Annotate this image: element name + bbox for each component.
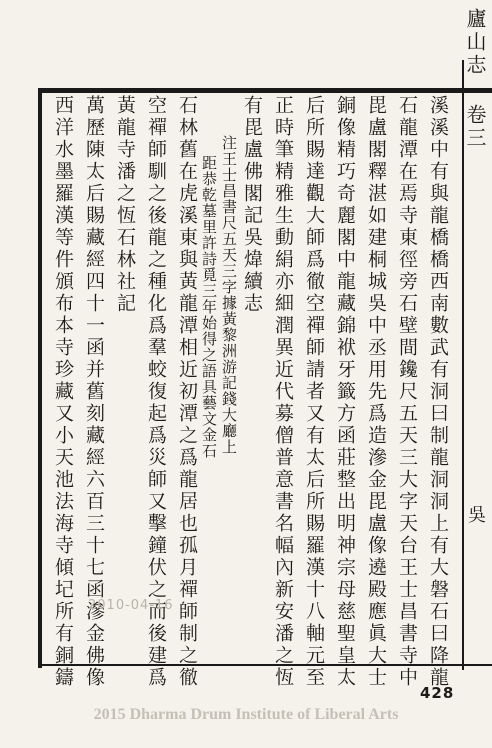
text-column-3: 毘盧閣釋湛如建桐城吳中丞用先爲造滲金毘盧像遶殿應眞大士 [365, 95, 387, 689]
text-column-1: 溪溪中有與龍橋橋西南數武有洞曰制龍洞洞上有大磐石曰降龍 [427, 95, 449, 689]
annotation-column-1: 注王士昌書尺五天三字據黃黎洲游記錢大廳上 [220, 135, 238, 455]
text-column-2: 石龍潭在焉寺東徑旁石壁間鑱尺五天三大字天台王士昌書寺中 [396, 95, 418, 689]
text-column-12: 西洋水墨羅漢等件頒布本寺珍藏又小天池法海寺傾圮所有銅鑄 [52, 95, 74, 689]
text-column-5: 后所賜達觀大師爲徹空禪師請者又有太后所賜羅漢十八軸元至 [303, 95, 325, 689]
margin-divider-rule [462, 60, 464, 670]
text-column-8: 石林舊在虎溪東與黃龍潭相近初潭之爲龍居也孤月禪師制之徹 [176, 95, 198, 689]
scan-date-stamp: 2010-04-16 [88, 598, 174, 613]
running-header-title: 廬山志 卷三 [463, 8, 487, 150]
text-column-6: 正時筆精雅生動絹亦細潤異近代募僧普意書名幅內新安潘之恆 [272, 95, 294, 689]
top-border-rule [38, 88, 492, 93]
text-column-9: 空禪師馴之後龍之種化爲羣蛟復起爲災師又擊鐘伏之而後建爲 [145, 95, 167, 689]
text-column-11: 萬歷陳太后賜藏經四十一函并舊刻藏經六百三十七函滲金佛像 [83, 95, 105, 689]
text-column-7: 有毘盧佛閣記吳煒續志 [241, 95, 263, 315]
running-header-mark: 吳 [465, 505, 486, 526]
text-column-4: 銅像精巧奇麗閣中龍藏錦袱牙籤方函莊整出明神宗母慈聖皇太 [334, 95, 356, 689]
page-number: 428 [420, 684, 455, 702]
text-column-10: 黃龍寺潘之恆石林社記 [114, 95, 136, 315]
watermark-text: 2015 Dharma Drum Institute of Liberal Arts [93, 706, 399, 723]
annotation-column-2: 距恭乾墓里許詩覓三年始得之語具藝文金石 [200, 155, 218, 459]
left-border-rule [38, 88, 42, 668]
